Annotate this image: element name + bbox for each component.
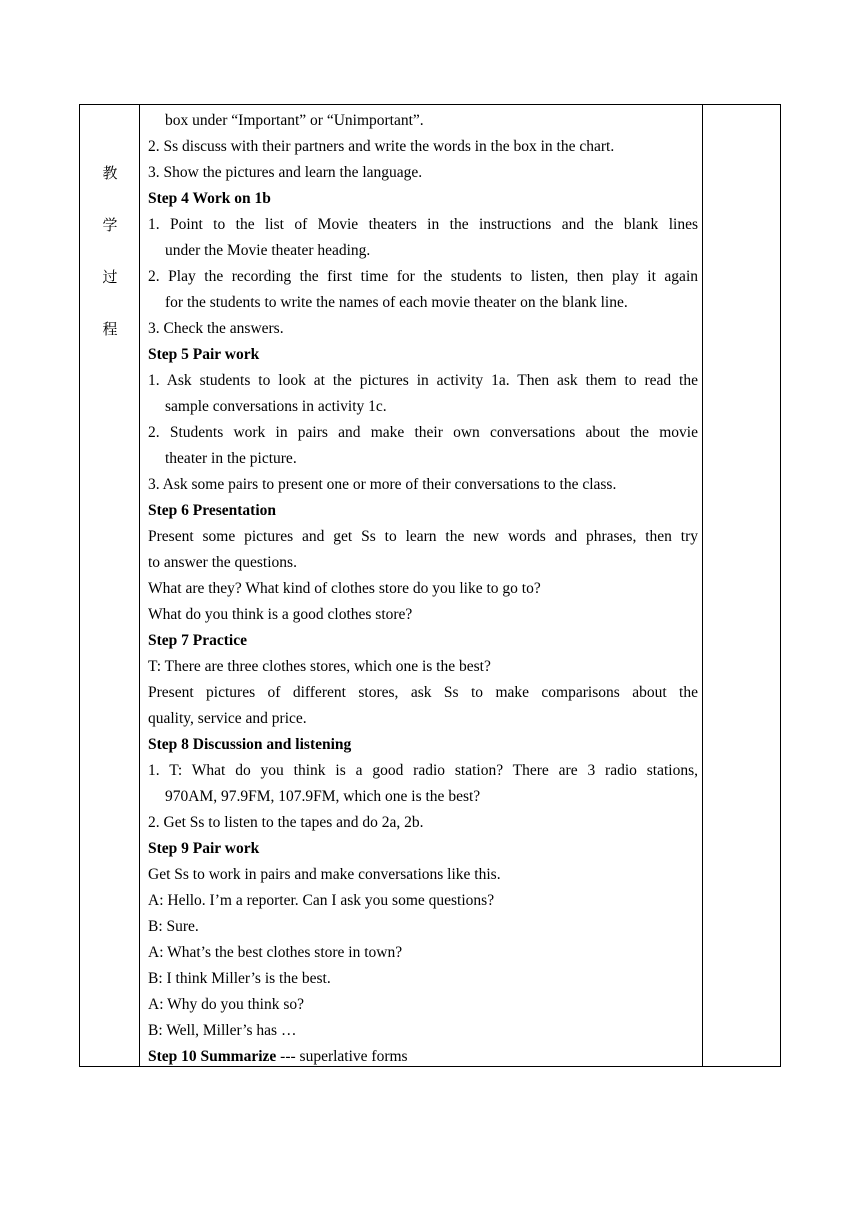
section-label-char: 过 [102, 268, 118, 286]
step-heading: Step 6 Presentation [148, 502, 277, 519]
notes-column [702, 105, 780, 1066]
text-line: 2. Ss discuss with their partners and write the words in the box in the chart. [148, 138, 615, 155]
step-heading: Step 5 Pair work [148, 346, 260, 363]
text-line: for the students to write the names of each movie theater on the blank line. [165, 294, 628, 311]
summary-text: --- superlative forms [276, 1048, 408, 1065]
text-line: What are they? What kind of clothes store do you like to go to? [148, 580, 541, 597]
text-line: to answer the questions. [148, 554, 297, 571]
text-line: B: Well, Miller’s has … [148, 1022, 297, 1039]
text-line: T: There are three clothes stores, which one is the best? [148, 658, 491, 675]
lesson-steps-content [148, 108, 698, 1070]
text-line: What do you think is a good clothes store? [148, 606, 413, 623]
text-line: Get Ss to work in pairs and make conversations like this. [148, 866, 501, 883]
section-label-char: 学 [102, 216, 118, 234]
text-line: theater in the picture. [165, 450, 297, 467]
step-heading: Step 7 Practice [148, 632, 247, 649]
text-line: A: What’s the best clothes store in town? [148, 944, 403, 961]
text-line: 2. Get Ss to listen to the tapes and do 2a, 2b. [148, 814, 424, 831]
text-line: 1. T: What do you think is a good radio station? There are 3 radio stations, [148, 762, 698, 779]
text-line: 3. Show the pictures and learn the language. [148, 164, 423, 181]
text-line: 2. Students work in pairs and make their own conversations about the movie [148, 424, 698, 441]
text-line: quality, service and price. [148, 710, 307, 727]
text-line: 3. Ask some pairs to present one or more of their conversations to the class. [148, 476, 617, 493]
section-label-char: 程 [102, 320, 118, 338]
text-line: 2. Play the recording the first time for the students to listen, then play it again [148, 268, 698, 285]
step-heading: Step 9 Pair work [148, 840, 260, 857]
step-heading: Step 4 Work on 1b [148, 190, 271, 207]
text-line: 1. Ask students to look at the pictures in activity 1a. Then ask them to read the [148, 372, 698, 389]
text-line: B: I think Miller’s is the best. [148, 970, 331, 987]
section-label-column [80, 105, 140, 1066]
text-line: 3. Check the answers. [148, 320, 284, 337]
lesson-plan-table [79, 104, 781, 1067]
summary-line [148, 1044, 698, 1070]
text-line: B: Sure. [148, 918, 199, 935]
text-line: box under “Important” or “Unimportant”. [165, 112, 424, 129]
section-label-char: 教 [102, 164, 118, 182]
text-line: A: Hello. I’m a reporter. Can I ask you some questions? [148, 892, 495, 909]
step-heading: Step 10 Summarize [148, 1048, 277, 1065]
text-line: under the Movie theater heading. [165, 242, 371, 259]
text-line: 1. Point to the list of Movie theaters in the instructions and the blank lines [148, 216, 698, 233]
text-line: A: Why do you think so? [148, 996, 304, 1013]
text-line: Present pictures of different stores, ask Ss to make comparisons about the [148, 684, 698, 701]
text-line: Present some pictures and get Ss to learn the new words and phrases, then try [148, 528, 698, 545]
text-line: 970AM, 97.9FM, 107.9FM, which one is the best? [165, 788, 481, 805]
text-line: sample conversations in activity 1c. [165, 398, 387, 415]
step-heading: Step 8 Discussion and listening [148, 736, 352, 753]
